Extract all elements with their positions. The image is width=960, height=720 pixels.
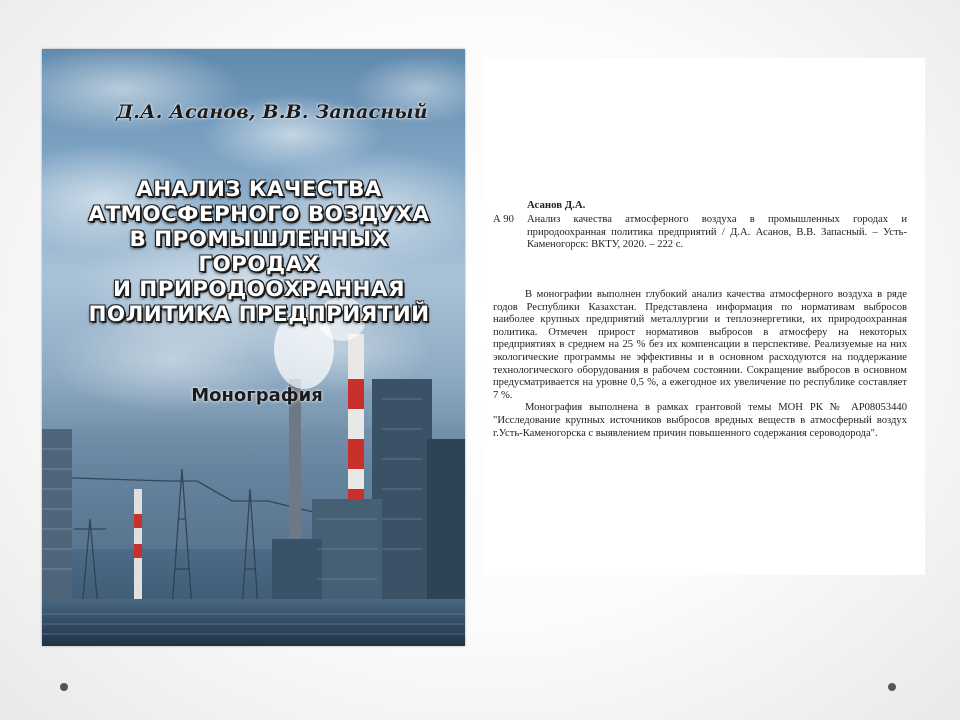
abstract-paragraph: В монографии выполнен глубокий анализ качества атмосферного воздуха в ряде годов Республики Казахстан. Представлена информация по нормативам выбросов наиболее крупных предприятий металлургии и теплоэнергетики, их природоохранная политика. Отмечен прирост нормативов выбросов в атмосферу на некоторых предприятиях в среднем на 25 % без их компенсации в перспективе. Реализуемые на них экологические программы не эффективны и в основном расходуются на поддержание технологического оборудования в рабочем состоянии. Сокращение выбросов в основном предусматривается на уровне 0,5 %, а ежегодное их увеличение по республике составляет 7 %.	[493, 289, 907, 401]
abstract-paragraph: Монография выполнена в рамках грантовой темы МОН РК № АР08053440 "Исследование крупных источников выбросов вредных веществ в атмосферный воздух г.Усть-Каменогорска с выявлением причин повышенного содержания сероводорода".	[493, 402, 907, 439]
bibliographic-index: А 90	[493, 214, 514, 225]
slide-dot-right	[888, 683, 896, 691]
bibliographic-author: Асанов Д.А.	[527, 199, 586, 211]
abstract	[493, 289, 907, 440]
bibliographic-description: Анализ качества атмосферного воздуха в промышленных городах и природоохранная политика предприятий / Д.А. Асанов, В.В. Запасный. – Усть-Каменогорск: ВКТУ, 2020. – 222 с.	[527, 214, 907, 251]
cover-title-line: ПОЛИТИКА ПРЕДПРИЯТИЙ	[88, 302, 430, 327]
annotation-page	[483, 58, 925, 575]
cover-subtitle: Монография	[191, 385, 323, 406]
cover-title-line: ГОРОДАХ	[198, 252, 320, 277]
book-cover	[42, 49, 465, 646]
cover-title	[64, 177, 454, 327]
cover-title-line: АТМОСФЕРНОГО ВОЗДУХА	[88, 202, 430, 227]
slide-dot-left	[60, 683, 68, 691]
cover-title-line: В ПРОМЫШЛЕННЫХ	[129, 227, 389, 252]
cover-title-line: И ПРИРОДООХРАННАЯ	[113, 277, 405, 302]
cover-authors: Д.А. Асанов, В.В. Запасный	[116, 101, 428, 123]
cover-title-line: АНАЛИЗ КАЧЕСТВА	[136, 177, 382, 202]
